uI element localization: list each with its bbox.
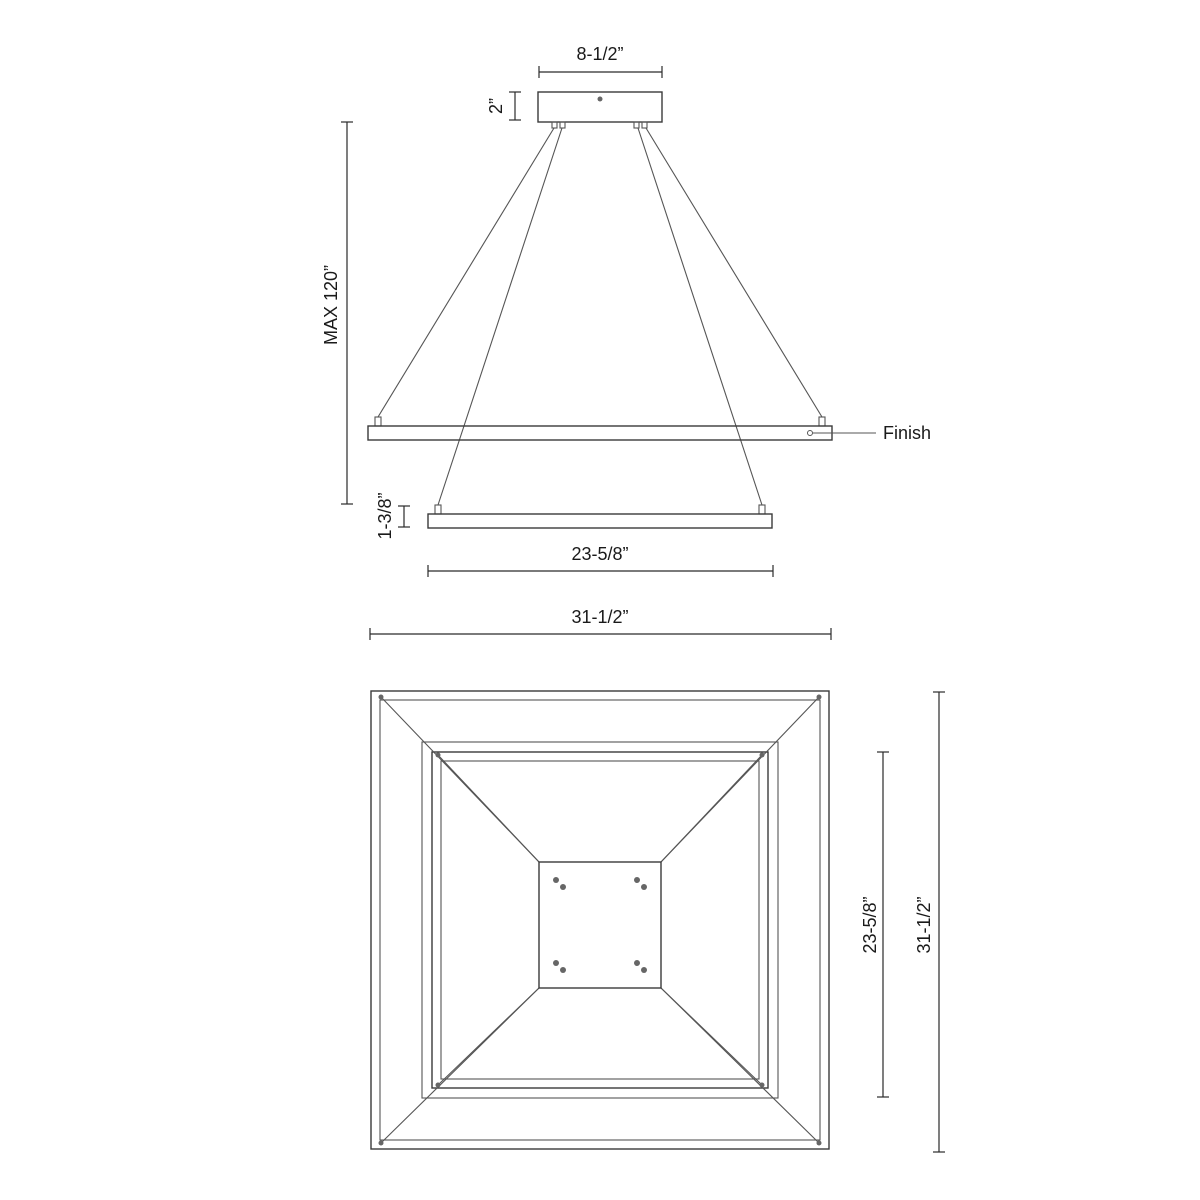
plan-wires: [381, 697, 819, 1143]
svg-text:MAX 120”: MAX 120”: [321, 264, 341, 346]
finish-indicator: [808, 431, 813, 436]
svg-text:23-5/8”: 23-5/8”: [860, 896, 880, 954]
dim-outer-width: [370, 607, 831, 640]
plan-outer-frame-inner-edge: [380, 700, 820, 1140]
suspension-wires: [378, 128, 822, 505]
svg-text:2”: 2”: [486, 97, 506, 115]
svg-text:23-5/8”: 23-5/8”: [571, 544, 629, 564]
outer-frame-grips: [375, 417, 825, 426]
plan-view: [371, 691, 945, 1152]
finish-label: Finish: [883, 423, 932, 443]
dim-plan-inner-depth: [860, 752, 889, 1097]
plan-canopy-grips: [553, 877, 647, 973]
inner-frame-grips: [435, 505, 765, 514]
outer-frame-side: [368, 426, 832, 440]
dim-canopy-width: [539, 44, 662, 78]
inner-frame-side: [428, 514, 772, 528]
side-elevation: [321, 44, 931, 640]
canopy-cable-grips: [552, 122, 647, 128]
svg-text:31-1/2”: 31-1/2”: [571, 607, 629, 627]
svg-text:8-1/2”: 8-1/2”: [576, 44, 624, 64]
plan-outer-frame: [371, 691, 829, 1149]
svg-text:31-1/2”: 31-1/2”: [914, 896, 934, 954]
dim-plan-outer-depth: [914, 692, 945, 1152]
dim-max-height: [321, 122, 353, 504]
dim-canopy-height: [486, 92, 521, 120]
dim-inner-frame-height: [375, 492, 410, 539]
svg-text:1-3/8”: 1-3/8”: [375, 492, 395, 540]
canopy-screw: [598, 97, 603, 102]
dim-inner-width: [428, 544, 773, 577]
